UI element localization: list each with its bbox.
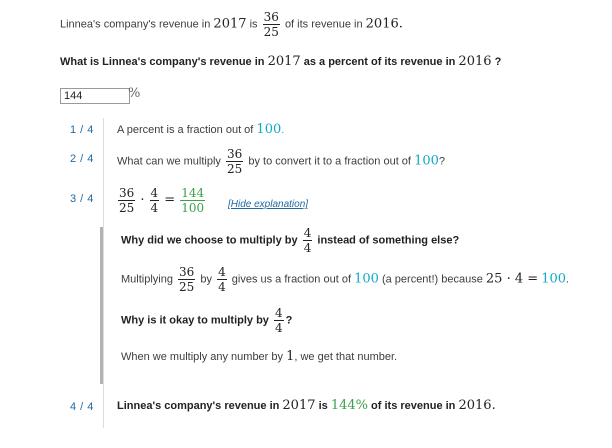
year-2016: 2016 (365, 16, 399, 32)
explanation-answer-2: When we multiply any number by 1, we get that number. (121, 349, 398, 364)
hints-rail (103, 118, 104, 428)
answer-input[interactable] (60, 88, 130, 104)
problem-text: is (249, 18, 258, 31)
year-2016: 2016 (458, 398, 492, 413)
explanation-bar (100, 227, 103, 384)
question-text: What is Linnea's company's revenue in 2017 as a percent of its revenue in 2016 ? (60, 54, 502, 69)
fraction-4-4: $\frac{4}{4}$ (303, 226, 312, 255)
hide-explanation-link[interactable]: [Hide explanation] (228, 199, 309, 210)
explanation-question-2: Why is it okay to multiply by $\frac{4}{4}$ ? (121, 306, 293, 335)
explanation-answer-1: Multiplying $\frac{36}{25}$ by $\frac{4}{4}$ gives us a fraction out of 100 (a percent!) because 25 · 4 = 100. (121, 265, 570, 294)
explanation-question-1: Why did we choose to multiply by $\frac{4}{4}$ instead of something else? (121, 226, 460, 255)
hint-step-label: 4 / 4 (70, 401, 94, 413)
hint-step-label: 2 / 4 (70, 153, 94, 165)
hundred-value: 100 (354, 271, 379, 287)
percent-sign: % (128, 86, 141, 101)
fraction-4-4: $\frac{4}{4}$ (218, 265, 226, 294)
hint-4: Linnea's company's revenue in 2017 is 144% of its revenue in 2016. (117, 398, 496, 413)
fraction-36-25: $\frac{36}{25}$ (263, 10, 279, 39)
hint-3-equation: $\frac{36}{25}$ · $\frac{4}{4}$ = $\frac{144}{100}$ (119, 186, 205, 215)
fraction-36-25: $\frac{36}{25}$ (119, 186, 135, 215)
percent-answer: 144% (330, 398, 368, 413)
hundred-value: 100 (414, 153, 439, 169)
hint-step-label: 1 / 4 (70, 124, 94, 136)
fraction-4-4: $\frac{4}{4}$ (150, 186, 159, 215)
hundred-value: 100 (541, 271, 567, 287)
fraction-36-25: $\frac{36}{25}$ (227, 147, 243, 176)
hint-2: What can we multiply $\frac{36}{25}$ by to convert it to a fraction out of 100? (117, 147, 446, 176)
year-2017: 2017 (267, 54, 301, 69)
one-value: 1 (286, 349, 295, 364)
problem-statement: Linnea's company's revenue in 2017 is $\frac{36}{25}$ of its revenue in 2016. (60, 10, 403, 39)
hint-step-label: 3 / 4 (70, 193, 94, 205)
problem-text: Linnea's company's revenue in (60, 18, 211, 31)
hundred-value: 100 (256, 122, 282, 137)
fraction-4-4: $\frac{4}{4}$ (274, 306, 283, 335)
year-2017: 2017 (213, 16, 247, 32)
fraction-36-25: $\frac{36}{25}$ (179, 265, 195, 294)
year-2017: 2017 (282, 398, 316, 413)
problem-text: of its revenue in (284, 18, 363, 31)
fraction-144-100: $\frac{144}{100}$ (181, 186, 205, 215)
hint-1: A percent is a fraction out of 100. (117, 122, 285, 137)
year-2016: 2016 (458, 54, 492, 69)
